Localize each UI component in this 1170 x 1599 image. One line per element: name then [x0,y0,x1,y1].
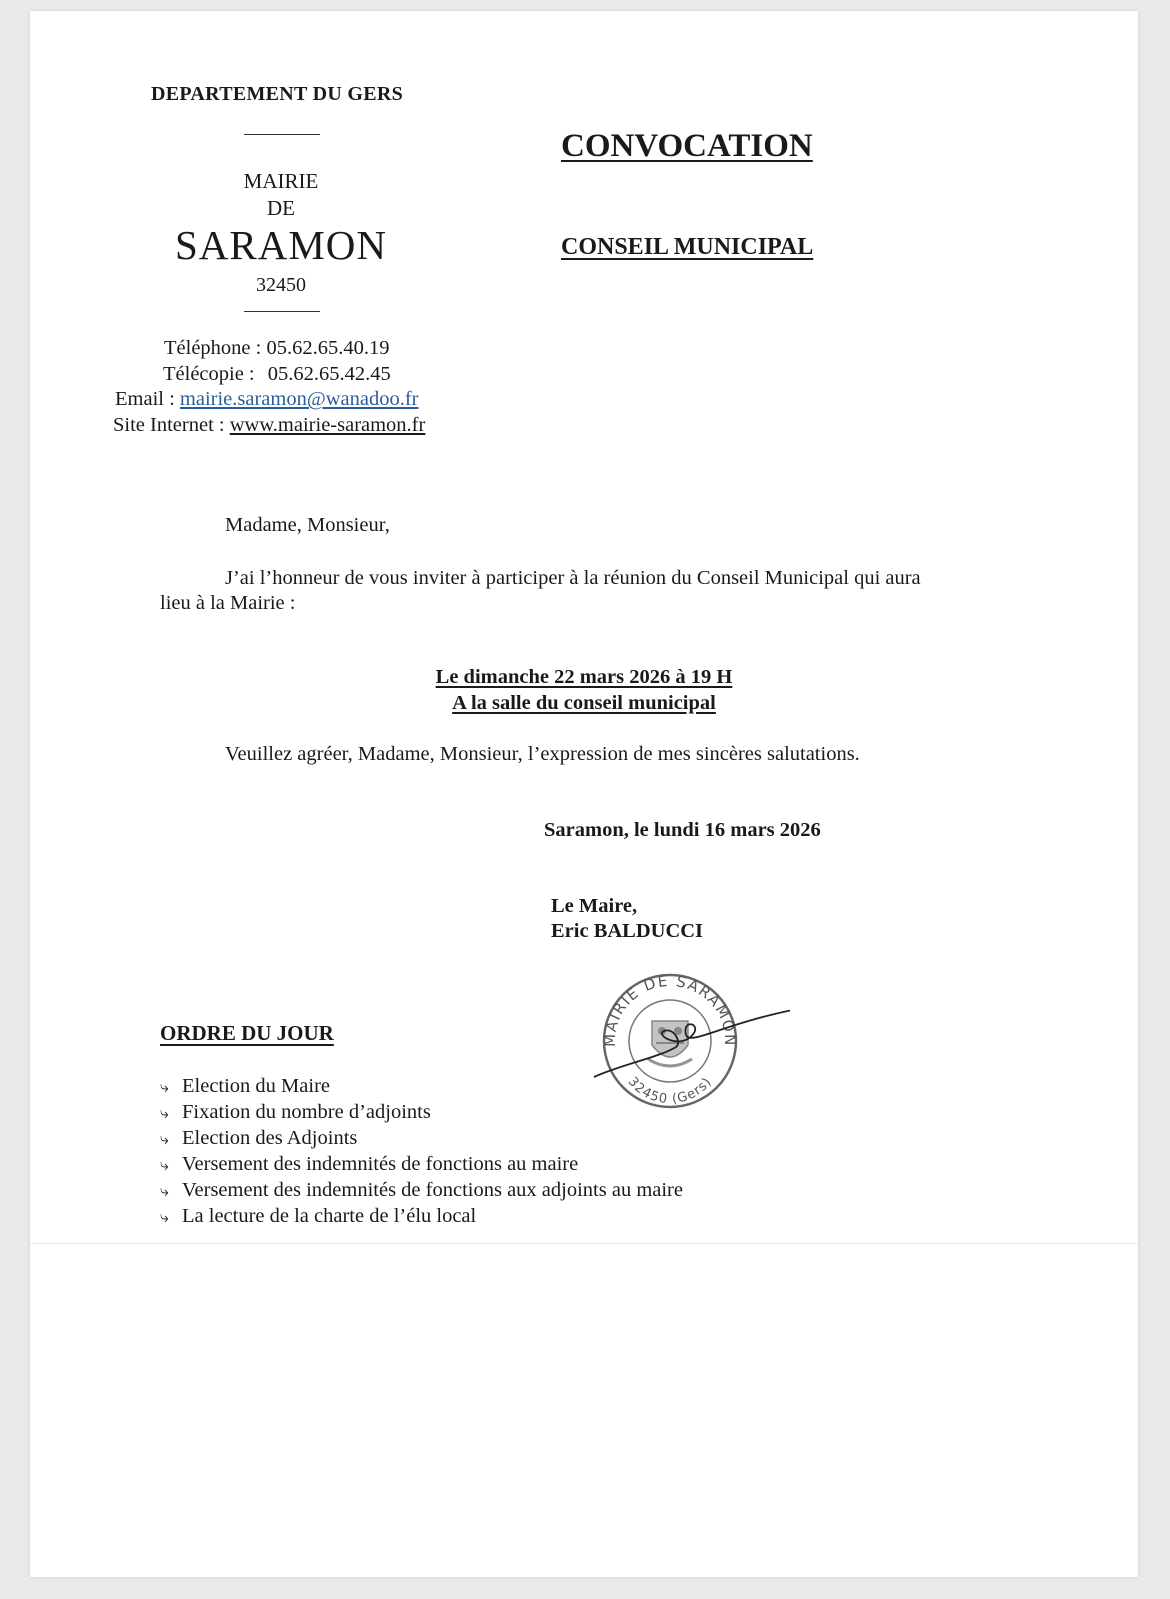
agenda-item-text: Fixation du nombre d’adjoints [182,1101,431,1123]
document-subtitle: CONSEIL MUNICIPAL [561,234,814,260]
header-divider-top [244,134,320,135]
town-name: SARAMON [174,222,388,268]
header-divider-bottom [244,311,320,312]
stamp-top-text: MAIRIE DE SARAMON [600,973,740,1048]
email-label: Email : [115,388,175,410]
agenda-item-text: Election des Adjoints [182,1127,358,1149]
phone-line [164,337,389,360]
mairie-label: MAIRIE [243,169,319,193]
fax-line [163,363,391,386]
agenda-item [160,1073,683,1099]
agenda-item [160,1203,683,1229]
signatory-name: Eric BALDUCCI [551,920,704,942]
intro-line-2: lieu à la Mairie : [160,592,296,614]
page-fold-line [30,1243,1138,1244]
stamp-bottom-text: 32450 (Gers) [624,1074,716,1108]
department-heading: DEPARTEMENT DU GERS [151,83,404,105]
closing-formula: Veuillez agréer, Madame, Monsieur, l’expression de mes sincères salutations. [225,743,860,765]
agenda-item [160,1151,683,1177]
agenda-list [160,1073,683,1229]
phone-label: Téléphone : [164,337,262,359]
arrow-bullet-icon: ⤷ [160,1077,169,1096]
website-link[interactable]: www.mairie-saramon.fr [229,414,426,436]
agenda-item-text: Election du Maire [182,1075,331,1097]
arrow-bullet-icon: ⤷ [160,1155,169,1174]
fax-value: 05.62.65.42.45 [267,363,391,385]
agenda-item [160,1177,683,1203]
de-label: DE [267,196,295,220]
agenda-item [160,1099,683,1125]
fax-label: Télécopie : [163,363,255,385]
signatory-title: Le Maire, [551,895,638,917]
phone-value: 05.62.65.40.19 [266,337,390,359]
intro-line-1: J’ai l’honneur de vous inviter à participer à la réunion du Conseil Municipal qui aura [225,567,921,589]
document-page [30,11,1138,1577]
website-line [113,414,425,437]
arrow-bullet-icon: ⤷ [160,1207,169,1226]
arrow-bullet-icon: ⤷ [160,1181,169,1200]
place-and-date: Saramon, le lundi 16 mars 2026 [544,819,821,841]
meeting-date: Le dimanche 22 mars 2026 à 19 H [435,666,733,688]
agenda-item-text: Versement des indemnités de fonctions au maire [182,1153,579,1175]
arrow-bullet-icon: ⤷ [160,1103,169,1122]
email-line [115,388,419,411]
postcode: 32450 [256,274,306,296]
agenda-item [160,1125,683,1151]
meeting-place: A la salle du conseil municipal [452,692,716,714]
salutation: Madame, Monsieur, [225,514,390,536]
arrow-bullet-icon: ⤷ [160,1129,169,1148]
agenda-item-text: La lecture de la charte de l’élu local [182,1205,477,1227]
document-title: CONVOCATION [561,128,813,164]
agenda-item-text: Versement des indemnités de fonctions aux adjoints au maire [182,1179,683,1201]
website-label: Site Internet : [113,414,225,436]
email-link[interactable]: mairie.saramon@wanadoo.fr [179,388,419,410]
agenda-title: ORDRE DU JOUR [160,1021,334,1045]
